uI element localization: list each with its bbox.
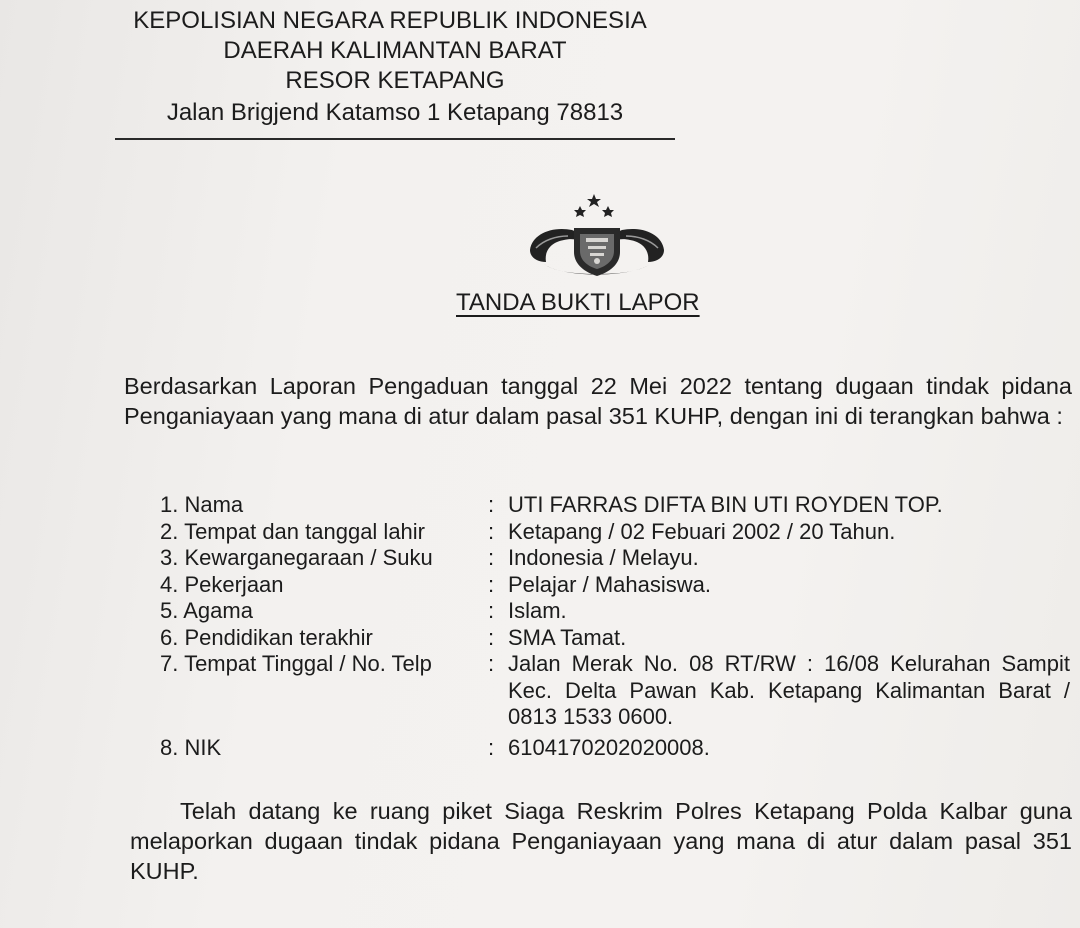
field-colon: : <box>488 598 495 623</box>
field-colon: : <box>488 624 495 650</box>
field-colon: : <box>488 518 495 544</box>
field-value: Ketapang / 02 Febuari 2002 / 20 Tahun. <box>508 518 896 544</box>
field-value: Islam. <box>508 598 567 623</box>
field-row-agama <box>160 598 1080 625</box>
field-row-nama <box>160 492 1080 519</box>
field-colon: : <box>488 571 495 597</box>
letterhead <box>110 6 680 128</box>
field-row-tempat-tinggal <box>160 651 1080 731</box>
field-value: 6104170202020008. <box>508 734 710 760</box>
closing-paragraph: Telah datang ke ruang piket Siaga Reskrim Polres Ketapang Polda Kalbar guna melaporkan dugaan tindak pidana Penganiayaan yang mana di atur dalam pasal 351 KUHP. <box>130 798 1072 884</box>
field-label: 5. Agama <box>160 598 253 623</box>
header-line-3: RESOR KETAPANG <box>285 67 505 94</box>
field-colon: : <box>488 545 495 570</box>
field-value: Pelajar / Mahasiswa. <box>508 571 711 597</box>
field-value: Indonesia / Melayu. <box>508 545 699 570</box>
field-colon: : <box>488 651 495 676</box>
field-label: 4. Pekerjaan <box>160 571 284 597</box>
field-colon: : <box>488 734 495 760</box>
field-value: Jalan Merak No. 08 RT/RW : 16/08 Kelurahan Sampit Kec. Delta Pawan Kab. Ketapang Kalimantan Barat / 0813 1533 0600. <box>508 651 1070 729</box>
field-label: 2. Tempat dan tanggal lahir <box>160 518 425 544</box>
field-value: SMA Tamat. <box>508 624 627 650</box>
field-label: 7. Tempat Tinggal / No. Telp <box>160 651 432 676</box>
field-colon: : <box>488 492 495 517</box>
header-line-2: DAERAH KALIMANTAN BARAT <box>223 37 567 64</box>
header-address: Jalan Brigjend Katamso 1 Ketapang 78813 <box>166 99 624 126</box>
field-label: 3. Kewarganegaraan / Suku <box>160 545 433 570</box>
field-row-kewarganegaraan <box>160 545 1080 572</box>
identity-fields <box>160 492 1080 761</box>
field-row-pekerjaan <box>160 572 1080 599</box>
field-label: 6. Pendidikan terakhir <box>160 624 373 650</box>
field-value: UTI FARRAS DIFTA BIN UTI ROYDEN TOP. <box>508 492 943 517</box>
header-line-1: KEPOLISIAN NEGARA REPUBLIK INDONESIA <box>133 7 647 34</box>
header-divider <box>115 138 675 140</box>
police-emblem-icon <box>522 190 672 285</box>
field-label: 8. NIK <box>160 734 222 760</box>
field-label: 1. Nama <box>160 492 244 517</box>
document-title: TANDA BUKTI LAPOR <box>456 289 700 316</box>
field-row-nik <box>160 735 1080 762</box>
intro-paragraph: Berdasarkan Laporan Pengaduan tanggal 22 Mei 2022 tentang dugaan tindak pidana Penganiayaan yang mana di atur dalam pasal 351 KUHP, dengan ini di terangkan bahwa : <box>124 373 1072 429</box>
field-row-pendidikan <box>160 625 1080 652</box>
field-row-tempat-tanggal-lahir <box>160 519 1080 546</box>
